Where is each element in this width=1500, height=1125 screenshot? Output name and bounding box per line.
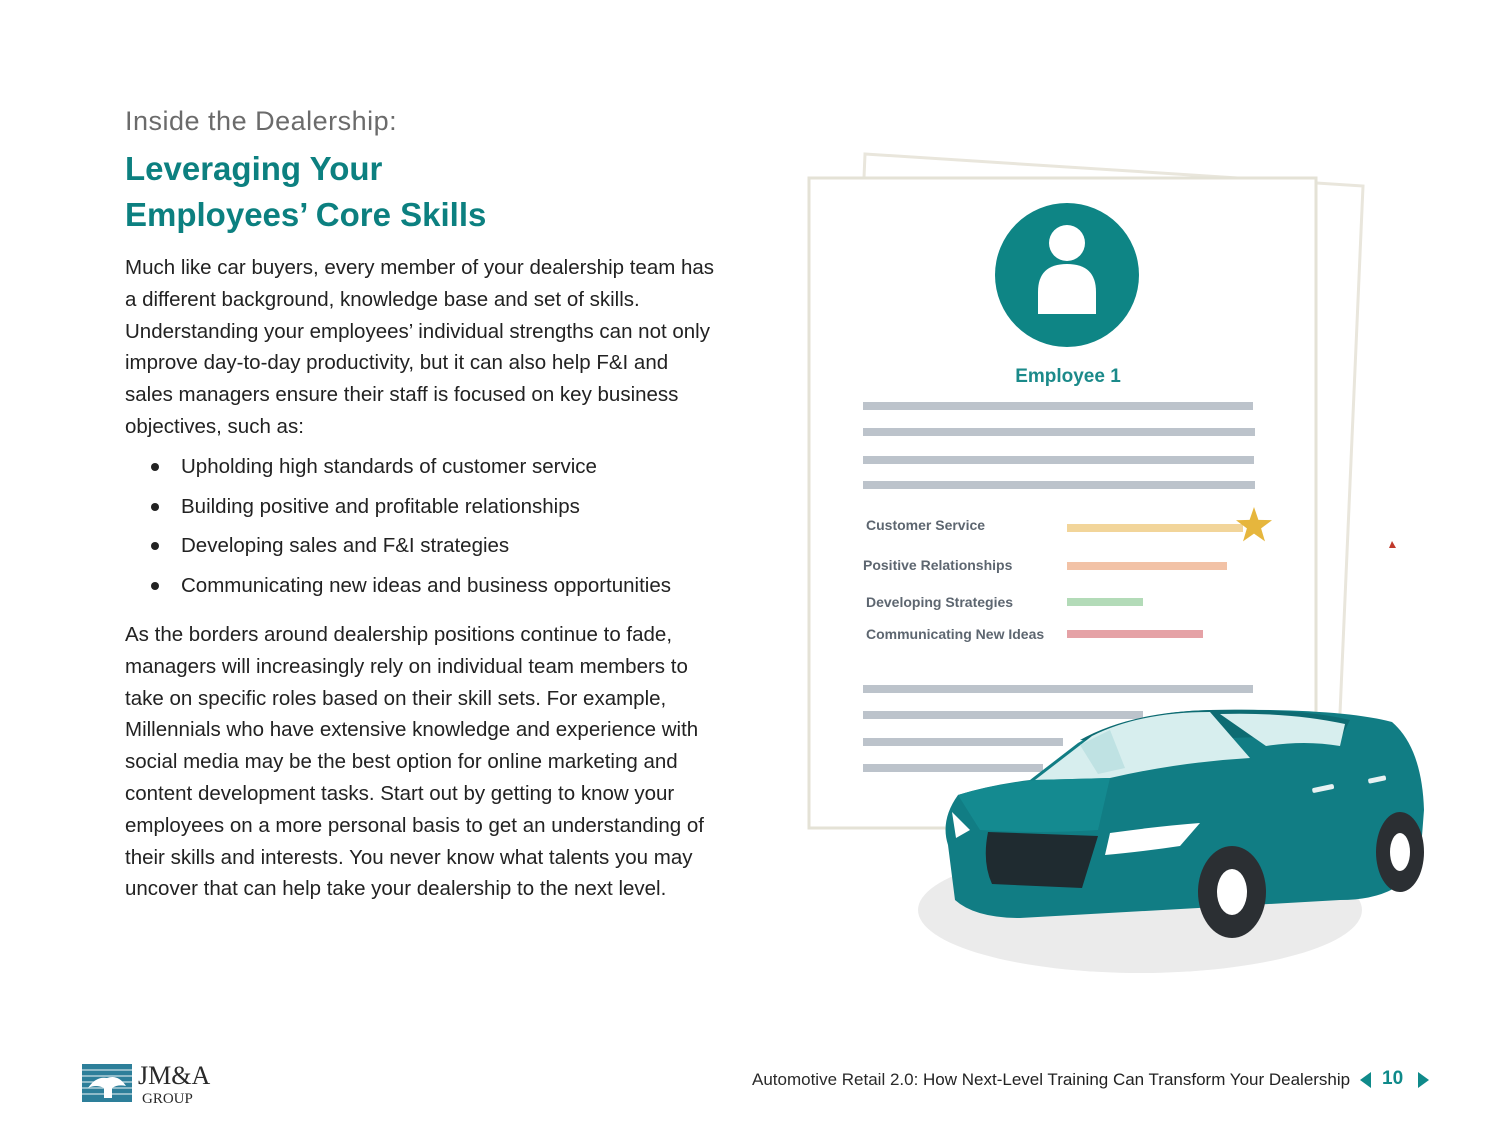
page-title-line-2: Employees’ Core Skills	[125, 196, 487, 233]
bullet-dot-icon	[151, 463, 159, 471]
list-item	[125, 570, 725, 610]
intro-paragraph: Much like car buyers, every member of your dealership team has a different background, knowledge base and set of skills. Understanding your employees’ individual strengths can not only improve day-to-day productivity, but it can also help F&I and sales managers ensure their staff is focused on key business objectives, such as:	[125, 256, 715, 438]
footer-title-rest: How Next-Level Training Can Transform Your Dealership	[923, 1070, 1351, 1089]
page-number: 10	[1382, 1068, 1404, 1089]
skill-label-communicating-new-ideas: Communicating New Ideas	[866, 626, 1045, 642]
footer-title-prefix: Automotive Retail 2.0:	[752, 1070, 924, 1089]
list-item-text: Upholding high standards of customer service	[181, 455, 597, 478]
avatar-head-icon	[1049, 225, 1085, 261]
objectives-list	[125, 451, 725, 609]
bullet-dot-icon	[151, 503, 159, 511]
skill-bar	[1067, 630, 1203, 638]
list-item-text: Developing sales and F&I strategies	[181, 534, 510, 557]
footer-document-title	[752, 1070, 1350, 1090]
employee-profile-illustration	[780, 140, 1460, 990]
section-kicker: Inside the Dealership:	[125, 106, 398, 136]
skill-bar	[1067, 562, 1227, 570]
list-item	[125, 451, 725, 491]
svg-text:GROUP: GROUP	[142, 1091, 193, 1106]
skill-bar	[1067, 524, 1243, 532]
page-title	[125, 146, 486, 238]
avatar-body-icon	[1038, 264, 1096, 314]
list-item-text: Building positive and profitable relationships	[181, 494, 580, 518]
skill-label-customer-service: Customer Service	[866, 517, 986, 533]
list-item-text: Communicating new ideas and business opportunities	[181, 573, 672, 597]
next-page-arrow-icon[interactable]	[1418, 1072, 1429, 1088]
skill-bar	[1067, 598, 1143, 606]
bullet-dot-icon	[151, 582, 159, 590]
skill-label-positive-relationships: Positive Relationships	[863, 557, 1013, 573]
list-item	[125, 530, 725, 570]
employee-name: Employee 1	[1015, 366, 1121, 387]
previous-page-arrow-icon[interactable]	[1360, 1072, 1371, 1088]
skill-label-developing-strategies: Developing Strategies	[866, 594, 1014, 610]
page-title-line-1: Leveraging Your	[125, 150, 383, 187]
decorative-mark-icon	[1389, 541, 1396, 548]
company-logo	[82, 1058, 214, 1106]
jma-logo-icon	[82, 1058, 214, 1106]
closing-paragraph: As the borders around dealership positions continue to fade, managers will increasingly rely on individual team members to take on specific roles based on their skill sets. For example, Millennials who have extensive knowledge and experience with social media may be the best option for online marketing and content development tasks. Start out by getting to know your employees on a more personal basis to get an understanding of their skills and interests. You never know what talents you may uncover that can help take your dealership to the next level.	[125, 623, 704, 901]
page-navigator	[1356, 1066, 1436, 1094]
list-item	[125, 491, 725, 531]
svg-text:JM&A: JM&A	[138, 1061, 211, 1090]
bullet-dot-icon	[151, 542, 159, 550]
